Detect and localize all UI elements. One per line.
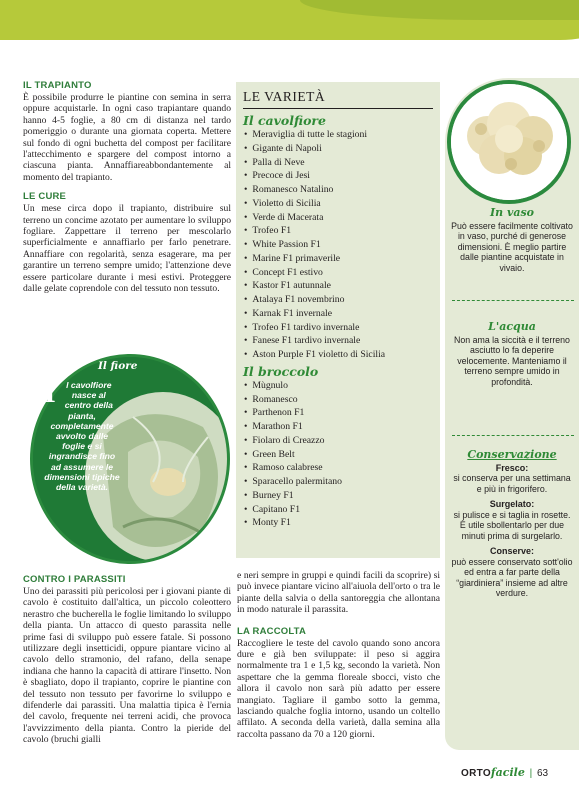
list-item: • Monty F1 [244,516,440,530]
heading-parassiti: CONTRO I PARASSITI [23,574,126,585]
varieta-title: LE VARIETÀ [243,89,326,104]
heading-raccolta: LA RACCOLTA [237,625,307,637]
list-item: • Trofeo F1 tardivo invernale [244,321,440,335]
list-item: • Ramoso calabrese [244,461,440,475]
list-item: • Kastor F1 autunnale [244,279,440,293]
column-left [23,80,231,301]
list-item: • Verde di Macerata [244,211,440,225]
cavolfiore-subtitle: Il cavolfiore [243,113,326,128]
conserve-label: Conserve: [489,546,534,556]
conservazione-block [450,450,574,599]
list-item: • Sparacello palermitano [244,475,440,489]
list-item: • Meraviglia di tutte le stagioni [244,128,440,142]
cavolfiore-list [236,128,440,362]
text-cure: Un mese circa dopo il trapianto, distribuire sul terreno un concime azotato per aumentare lo sviluppo fogliare. Zappettare il terreno per mescolarlo superficialmente e annaffiarlo per farlo penetrare. Annaffiare con regolarità, senza esagerare, ma per garantire un terreno sempre umido; l'attenzione deve essere particolare durante i mesi estivi. Proteggere dalle gelate coprendole con del tessuto non tessuto. [23,203,231,295]
broccolo-subtitle: Il broccolo [243,363,319,379]
list-item: • White Passion F1 [244,238,440,252]
list-item: • Fanese F1 tardivo invernale [244,334,440,348]
fiore-text-block [44,376,120,493]
fresco-label: Fresco: [495,462,529,473]
list-item: • Parthenon F1 [244,406,440,420]
fiore-title: Il fiore [98,360,138,372]
list-item: • Mùgnulo [244,379,440,393]
list-item: • Gigante di Napoli [244,142,440,156]
list-item: • Green Belt [244,448,440,462]
list-item: • Violetto di Sicilia [244,197,440,211]
list-item: • Marathon F1 [244,420,440,434]
cauliflower-photo [447,80,571,204]
brand-facile: facile [490,766,525,779]
varieta-title-rule [243,108,433,109]
cauliflower-head-illustration [451,84,567,200]
conservazione-title: Conservazione [467,448,557,461]
broccolo-list [236,379,440,530]
vaso-text: Può essere facilmente coltivato in vaso, purché di generose dimensioni. È meglio partire dalle piantine acquistate in vivaio. [451,220,573,273]
fresco-text: si conserva per una settimana e più in frigorifero. [453,473,571,494]
text-raccolta: Raccogliere le teste del cavolo quando sono ancora dure e già ben sviluppate: il peso si aggira normalmente tra 1 e 1,5 kg, secondo la varietà. Non aspettare che la gemma floreale sbocci, visto che allora il cavolo non sarà più adatto per essere mangiato. Tagliare il gambo sotto la gemma, lasciando qualche foglia intorno, usando un coltello affilato. A seconda della varietà, dalla semina alla raccolta passano da 70 a 120 giorni. [237,637,440,740]
parassiti-section [23,574,231,752]
text-parassiti-continued: e neri sempre in gruppi e quindi facili da scoprire) si può invece piantare vicino all'aiuola dell'orto o tra le piante della salvia o della santoreggia che allontana in modo naturale il parassita. [237,570,440,616]
surgelato-text: si pulisce e si taglia in rosette. È utile sbollentarlo per due minuti prima di surgelarlo. [453,509,571,541]
varieta-panel [236,82,440,558]
text-parassiti: Uno dei parassiti più pericolosi per i giovani piante di cavolo è costituito dall'altica, un piccolo coleottero nerastro che bucherella le foglie limitando lo sviluppo della pianta. Un attacco di questo parassita nelle prime fasi di sviluppo può essere fatale. Si possono utilizzare degli insetticidi, oppure piantare vicino al cavolo dello stramonio, del rafano, della senape indiana che hanno la capacità di attirare l'insetto. Non è sbagliato, dopo il trapianto, coprire le piantine con del tessuto non tessuto per favorirne lo sviluppo e difenderle dai parassiti. Una malattia tipica è l'ernia del cavolo, frequente nei terreni acidi, che provoca l'avvizzimento della pianta. Contro la pieride del cavolo (bruchi gialli [23,586,231,746]
column-middle-bottom [237,570,440,746]
list-item: • Precoce di Jesi [244,169,440,183]
acqua-text: Non ama la siccità e il terreno asciutto lo fa deperire velocemente. Manteniamo il terreno sempre umido in profondità. [454,334,570,387]
heading-cure: LE CURE [23,191,67,203]
fiore-dropcap: I [44,376,56,409]
acqua-block [450,322,574,387]
list-item: • Marine F1 primaverile [244,252,440,266]
surgelato-label: Surgelato: [489,499,535,509]
list-item: • Capitano F1 [244,503,440,517]
list-item: • Fiolaro di Creazzo [244,434,440,448]
sidebar-divider [452,300,574,301]
sidebar-divider [452,435,574,436]
list-item: • Atalaya F1 novembrino [244,293,440,307]
list-item: • Palla di Neve [244,156,440,170]
top-decorative-band [0,0,579,42]
list-item: • Romanesco [244,393,440,407]
vaso-title: In vaso [489,206,535,219]
fiore-text: l cavolfiore nasce al centro della pianta, completamente avvolto dalle foglie e si ingrandisce fino ad assumere le dimensioni tipiche della varietà. [44,380,120,493]
list-item: • Burney F1 [244,489,440,503]
list-item: • Concept F1 estivo [244,266,440,280]
footer-separator: | [529,768,533,779]
acqua-title: L'acqua [488,320,536,333]
brand-orto: ORTO [461,768,491,779]
page-number: 63 [537,768,549,779]
conserve-text: può essere conservato sott'olio ed entra a far parte della “giardiniera” insieme ad altre verdure. [451,556,573,598]
list-item: • Aston Purple F1 violetto di Sicilia [244,348,440,362]
vaso-block [450,208,574,273]
text-trapianto: È possibile produrre le piantine con semina in serra oppure acquistarle. In ogni caso trapiantare quando hanno 4-5 foglie, a 80 cm di distanza nel tardo pomeriggio o durante una giornata coperta. Mettere sul fondo di ogni buchetta del compost per facilitare l'attecchimento e spargere del compost intorno a ciascuna pianta. Annaffiareabbondantemente al momento del trapianto. [23,92,231,183]
page-footer [461,766,548,779]
list-item: • Trofeo F1 [244,224,440,238]
heading-trapianto: IL TRAPIANTO [23,80,92,91]
list-item: • Romanesco Natalino [244,183,440,197]
list-item: • Karnak F1 invernale [244,307,440,321]
